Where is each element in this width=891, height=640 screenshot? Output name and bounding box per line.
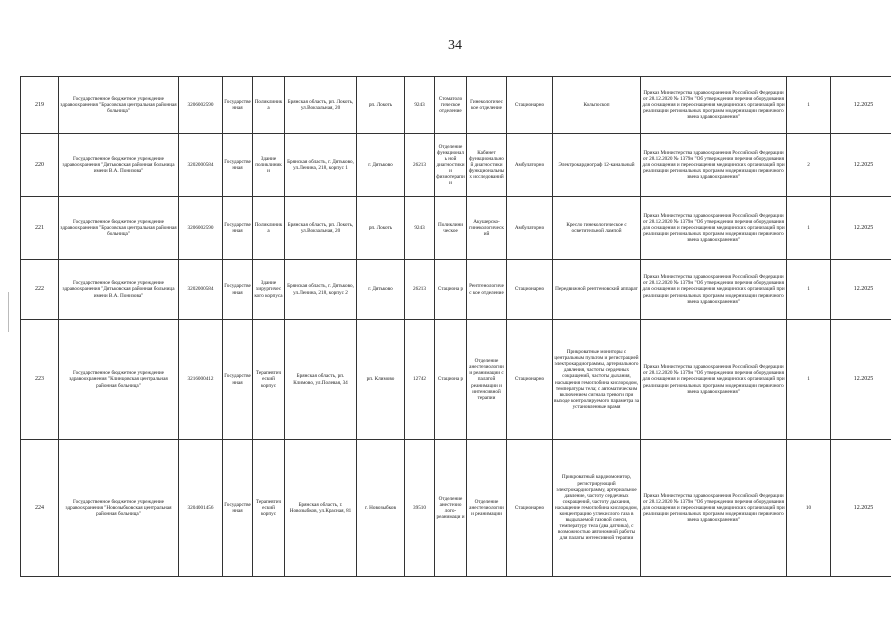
cell-address: Брянская область, г. Дятьково, ул.Ленина, 218, корпус 1 — [285, 134, 357, 197]
cell-order: Приказ Министерства здравоохранения Российской Федерации от 28.12.2020 № 1379н "Об утверждении перечня оборудования для оснащения и переоснащения медицинских организаций при реализации региональных программ модернизации первичного звена здравоохранения" — [641, 260, 787, 320]
table-row — [21, 134, 891, 197]
cell-department: Акушерско-гинекологическ ий — [467, 197, 507, 260]
cell-care: Амбулаторно — [507, 197, 553, 260]
cell-address: Брянская область, рп. Климово, ул.Полевая, 34 — [285, 320, 357, 440]
cell-building: Терапевтич еский корпус — [253, 440, 285, 577]
cell-code: 39510 — [405, 440, 435, 577]
cell-department: Отделение анестезиологии и реанимации — [467, 440, 507, 577]
cell-department: Кабинет функциональной диагностики функциональных исследований — [467, 134, 507, 197]
cell-qty: 1 — [787, 260, 831, 320]
cell-num: 223 — [21, 320, 59, 440]
cell-division: Отделение анестезио лого-реанимаци и — [435, 440, 467, 577]
cell-order: Приказ Министерства здравоохранения Российской Федерации от 28.12.2020 № 1379н "Об утверждении перечня оборудования для оснащения и переоснащения медицинских организаций при реализации региональных программ модернизации первичного звена здравоохранения" — [641, 320, 787, 440]
cell-code: 26213 — [405, 134, 435, 197]
cell-year: 12.2025 — [831, 197, 891, 260]
cell-order: Приказ Министерства здравоохранения Российской Федерации от 28.12.2020 № 1379н "Об утверждении перечня оборудования для оснащения и переоснащения медицинских организаций при реализации региональных программ модернизации первичного звена здравоохранения" — [641, 134, 787, 197]
cell-locality: г. Новозыбков — [357, 440, 405, 577]
cell-ownership: Государстве нная — [223, 260, 253, 320]
cell-inn: 3206002590 — [179, 77, 223, 134]
cell-care: Стационарно — [507, 260, 553, 320]
cell-org: Государственное бюджетное учреждение здравоохранения "Дятьковская районная больница имени В.А. Понизова" — [59, 260, 179, 320]
cell-org: Государственное бюджетное учреждение здравоохранения "Клинцовская центральная районная больница" — [59, 320, 179, 440]
cell-ownership: Государстве нная — [223, 77, 253, 134]
cell-address: Брянская область, рп. Локоть, ул.Вокзальная, 20 — [285, 197, 357, 260]
cell-equipment: Кольпоскоп — [553, 77, 641, 134]
table-row — [21, 260, 891, 320]
cell-num: 220 — [21, 134, 59, 197]
scan-margin-mark — [8, 292, 9, 332]
cell-division: Поликлини ческое — [435, 197, 467, 260]
cell-code: 9243 — [405, 197, 435, 260]
cell-building: Здание хирургичес кого корпуса — [253, 260, 285, 320]
page-number: 34 — [448, 38, 462, 53]
cell-building: Поликлиник а — [253, 77, 285, 134]
cell-ownership: Государстве нная — [223, 134, 253, 197]
cell-year: 12.2025 — [831, 77, 891, 134]
cell-inn: 3216000412 — [179, 320, 223, 440]
cell-equipment: Прикроватные мониторы с центральным пультом и регистрацией электрокардиограммы, артериального давления, частоты сердечных сокращений, частоты дыхания, насыщения гемоглобина кислородом, температуры тела; с автоматическим включением сигнала тревоги при выходе контролируемого параметра за установленные врамя — [553, 320, 641, 440]
cell-care: Стационарно — [507, 320, 553, 440]
cell-org: Государственное бюджетное учреждение здравоохранения "Брасовская центральная районная больница" — [59, 77, 179, 134]
cell-division: Стациона р — [435, 260, 467, 320]
cell-inn: 3202000584 — [179, 260, 223, 320]
cell-locality: г. Дятьково — [357, 134, 405, 197]
cell-num: 224 — [21, 440, 59, 577]
cell-department: Рентгенологичес кое отделение — [467, 260, 507, 320]
cell-locality: рп. Локоть — [357, 197, 405, 260]
table-row — [21, 320, 891, 440]
cell-care: Стационарно — [507, 77, 553, 134]
cell-locality: рп. Климово — [357, 320, 405, 440]
cell-org: Государственное бюджетное учреждение здравоохранения "Дятьковская районная больница имени В.А. Понизова" — [59, 134, 179, 197]
cell-num: 221 — [21, 197, 59, 260]
cell-ownership: Государстве нная — [223, 320, 253, 440]
cell-code: 26213 — [405, 260, 435, 320]
cell-year: 12.2025 — [831, 440, 891, 577]
cell-order: Приказ Министерства здравоохранения Российской Федерации от 28.12.2020 № 1379н "Об утверждении перечня оборудования для оснащения и переоснащения медицинских организаций при реализации региональных программ модернизации первичного звена здравоохранения" — [641, 77, 787, 134]
cell-code: 9243 — [405, 77, 435, 134]
cell-equipment: Электрокардиограф 12-канальный — [553, 134, 641, 197]
cell-department: Отделение анестезиологии и реанимации с палатой реанимации и интенсивной терапии — [467, 320, 507, 440]
cell-care: Стационарно — [507, 440, 553, 577]
cell-qty: 1 — [787, 197, 831, 260]
cell-inn: 3206002590 — [179, 197, 223, 260]
cell-locality: г. Дятьково — [357, 260, 405, 320]
cell-year: 12.2025 — [831, 260, 891, 320]
cell-ownership: Государстве нная — [223, 197, 253, 260]
cell-division: Стациона р — [435, 320, 467, 440]
cell-order: Приказ Министерства здравоохранения Российской Федерации от 28.12.2020 № 1379н "Об утверждении перечня оборудования для оснащения и переоснащения медицинских организаций при реализации региональных программ модернизации первичного звена здравоохранения" — [641, 440, 787, 577]
cell-division: Стоматоло гическое отделение — [435, 77, 467, 134]
cell-inn: 3204001456 — [179, 440, 223, 577]
cell-address: Брянская область, г. Новозыбков, ул.Красная, 81 — [285, 440, 357, 577]
cell-equipment: Передвижной рентгеновский аппарат — [553, 260, 641, 320]
cell-equipment: Кресло гинекологическое с осветительной лампой — [553, 197, 641, 260]
cell-org: Государственное бюджетное учреждение здравоохранения "Новозыбковская центральная районная больница" — [59, 440, 179, 577]
equipment-table — [20, 76, 891, 577]
cell-building: Здание поликлиник и — [253, 134, 285, 197]
cell-care: Амбулаторно — [507, 134, 553, 197]
cell-year: 12.2025 — [831, 134, 891, 197]
cell-qty: 1 — [787, 77, 831, 134]
cell-inn: 3202000584 — [179, 134, 223, 197]
table-row — [21, 197, 891, 260]
cell-address: Брянская область, рп. Локоть, ул.Вокзальная, 20 — [285, 77, 357, 134]
cell-qty: 10 — [787, 440, 831, 577]
table-row — [21, 440, 891, 577]
cell-code: 12742 — [405, 320, 435, 440]
cell-building: Терапевтич еский корпус — [253, 320, 285, 440]
cell-org: Государственное бюджетное учреждение здравоохранения "Брасовская центральная районная больница" — [59, 197, 179, 260]
cell-division: Отделение функциональ ной диагностики и физиотерапии — [435, 134, 467, 197]
cell-address: Брянская область, г. Дятьково, ул.Ленина, 218, корпус 2 — [285, 260, 357, 320]
cell-department: Гинекологичес кое отделение — [467, 77, 507, 134]
cell-building: Поликлиник а — [253, 197, 285, 260]
table-row — [21, 77, 891, 134]
cell-qty: 2 — [787, 134, 831, 197]
cell-equipment: Прикроватный кардиомонитор, регистрирующий электрокардиограмму, артериальное давление, частоту сердечных сокращений, частоту дыхания, насыщение гемоглобина кислородом, концентрацию углекислого газа в выдыхаемой газовой смеси, температуру тела (два датчика), с возможностью автономной работы для палаты интенсивной терапии — [553, 440, 641, 577]
cell-year: 12.2025 — [831, 320, 891, 440]
cell-order: Приказ Министерства здравоохранения Российской Федерации от 28.12.2020 № 1379н "Об утверждении перечня оборудования для оснащения и переоснащения медицинских организаций при реализации региональных программ модернизации первичного звена здравоохранения" — [641, 197, 787, 260]
cell-locality: рп. Локоть — [357, 77, 405, 134]
cell-num: 219 — [21, 77, 59, 134]
cell-ownership: Государстве нная — [223, 440, 253, 577]
cell-num: 222 — [21, 260, 59, 320]
cell-qty: 1 — [787, 320, 831, 440]
